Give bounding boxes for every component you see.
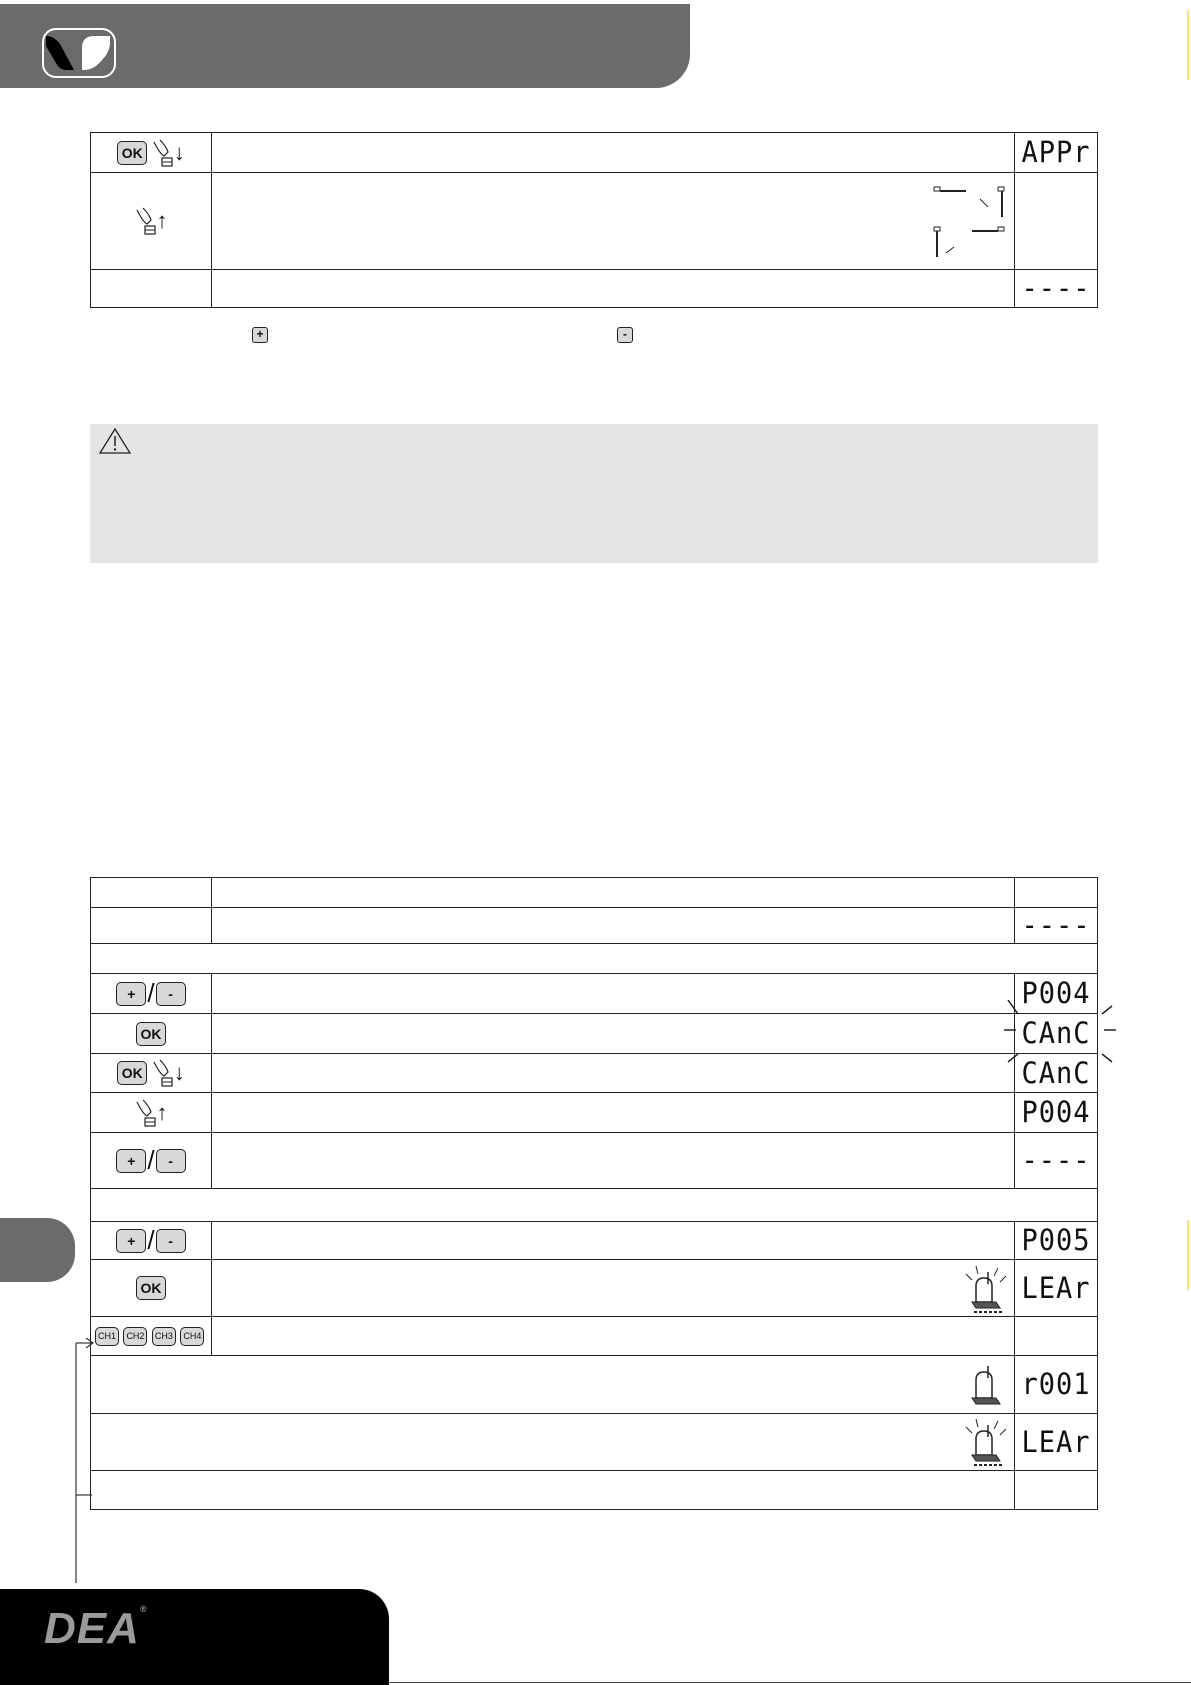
lcd-display: [1015, 1471, 1098, 1510]
table-row: [91, 974, 1098, 1014]
row-icons: [91, 1260, 212, 1317]
dea-brand-logo: DEA®: [44, 1604, 148, 1653]
table-row: [91, 1414, 1098, 1471]
lcd-display: ----: [1015, 908, 1098, 944]
footer-divider: [389, 1682, 1191, 1683]
step-text: [212, 1222, 1015, 1260]
table-row: [91, 1260, 1098, 1317]
minus-button-icon: -: [156, 982, 186, 1006]
channel-button-icon: CH3: [152, 1327, 176, 1346]
table-row: [91, 1014, 1098, 1054]
section-row: [91, 1189, 1098, 1222]
slash-separator: /: [147, 1145, 155, 1175]
row-icons: [91, 1054, 212, 1093]
minus-button-icon: -: [156, 1149, 186, 1173]
gate-leaf-diagram-icon: [932, 185, 1008, 261]
steps-table-bottom: [90, 877, 1098, 1510]
ok-button: OK: [117, 141, 147, 165]
minus-button-icon: -: [156, 1229, 186, 1253]
section-row: [91, 944, 1098, 974]
table-row: [91, 133, 1098, 173]
plus-button-icon: +: [116, 1229, 146, 1253]
row-icons: [91, 908, 212, 944]
lcd-display: P005: [1015, 1222, 1098, 1260]
release-hand-icon: [135, 206, 157, 236]
row-icons: [91, 1133, 212, 1189]
channel-button-icon: CH2: [123, 1327, 147, 1346]
section-heading: [91, 944, 1098, 974]
plus-button-icon: +: [116, 982, 146, 1006]
step-text: [212, 133, 1015, 173]
step-text: [212, 908, 1015, 944]
table-row: [91, 878, 1098, 908]
lcd-display: [1015, 1317, 1098, 1356]
steady-lamp-icon: [962, 1362, 1008, 1408]
flashing-indicator-icon: [1000, 1000, 1120, 1070]
ok-button: OK: [117, 1061, 147, 1085]
press-hold-hand-icon: [152, 138, 174, 168]
table-row: [91, 1317, 1098, 1356]
lcd-display: LEAr: [1015, 1414, 1098, 1471]
up-arrow-icon: ↑: [156, 1099, 168, 1125]
row-icons: [91, 1222, 212, 1260]
step-text: [212, 878, 1015, 908]
row-icons: [91, 173, 212, 270]
flashing-lamp-icon: [962, 1264, 1008, 1314]
lcd-display: CAnC: [1015, 1014, 1098, 1054]
brand-logo-icon: [42, 28, 116, 78]
steps-table-top: [90, 132, 1098, 308]
table-row: [91, 1054, 1098, 1093]
row-icons: [91, 1093, 212, 1133]
row-icons: [91, 133, 212, 173]
plus-button-icon: +: [116, 1149, 146, 1173]
lcd-display: [1015, 878, 1098, 908]
table-row: [91, 1133, 1098, 1189]
down-arrow-icon: ↓: [173, 139, 185, 165]
header-band: [0, 4, 690, 88]
step-text: [212, 270, 1015, 308]
row-icons: [91, 1317, 212, 1356]
down-arrow-icon: ↓: [173, 1060, 185, 1085]
flashing-lamp-icon: [962, 1417, 1008, 1467]
lcd-display: ----: [1015, 270, 1098, 308]
step-text: [91, 1471, 1015, 1510]
table-row: [91, 1222, 1098, 1260]
slash-separator: /: [147, 1225, 155, 1255]
lcd-display: LEAr: [1015, 1260, 1098, 1317]
step-text: [91, 1414, 1015, 1471]
channel-button-icon: CH1: [95, 1327, 119, 1346]
minus-button-icon: -: [617, 327, 633, 343]
ok-button: OK: [136, 1022, 166, 1046]
press-hold-hand-icon: [152, 1058, 174, 1088]
lcd-display: ----: [1015, 1133, 1098, 1189]
lcd-display: APPr: [1015, 133, 1098, 173]
loop-back-arrow-icon: [70, 1333, 100, 1583]
warning-box: [90, 424, 1098, 563]
lcd-display: CAnC: [1015, 1054, 1098, 1093]
table-row: [91, 1471, 1098, 1510]
ok-button: OK: [136, 1276, 166, 1300]
table-row: [91, 1093, 1098, 1133]
step-text: [212, 173, 1015, 270]
table-row: [91, 173, 1098, 270]
row-icons: [91, 270, 212, 308]
step-text: [212, 1133, 1015, 1189]
slash-separator: /: [147, 978, 155, 1008]
edge-mark: [1187, 1220, 1189, 1290]
row-icons: [91, 974, 212, 1014]
row-icons: [91, 878, 212, 908]
section-heading: [91, 1189, 1098, 1222]
plus-button-icon: +: [252, 327, 268, 343]
table-row: [91, 270, 1098, 308]
step-text: [212, 1014, 1015, 1054]
step-text: [212, 1054, 1015, 1093]
row-icons: [91, 1014, 212, 1054]
lcd-display: r001: [1015, 1356, 1098, 1414]
step-text: [212, 974, 1015, 1014]
warning-triangle-icon: [98, 427, 132, 455]
step-text: [212, 1260, 1015, 1317]
edge-mark: [1187, 10, 1189, 80]
up-arrow-icon: ↑: [156, 208, 168, 233]
chapter-side-tab: [0, 1218, 75, 1282]
step-text: [91, 1356, 1015, 1414]
lcd-display: [1015, 173, 1098, 270]
release-hand-icon: [135, 1098, 157, 1128]
table-row: [91, 1356, 1098, 1414]
lcd-display: P004: [1015, 1093, 1098, 1133]
lcd-display: P004: [1015, 974, 1098, 1014]
step-text: [212, 1317, 1015, 1356]
channel-button-icon: CH4: [180, 1327, 204, 1346]
step-text: [212, 1093, 1015, 1133]
table-row: [91, 908, 1098, 944]
